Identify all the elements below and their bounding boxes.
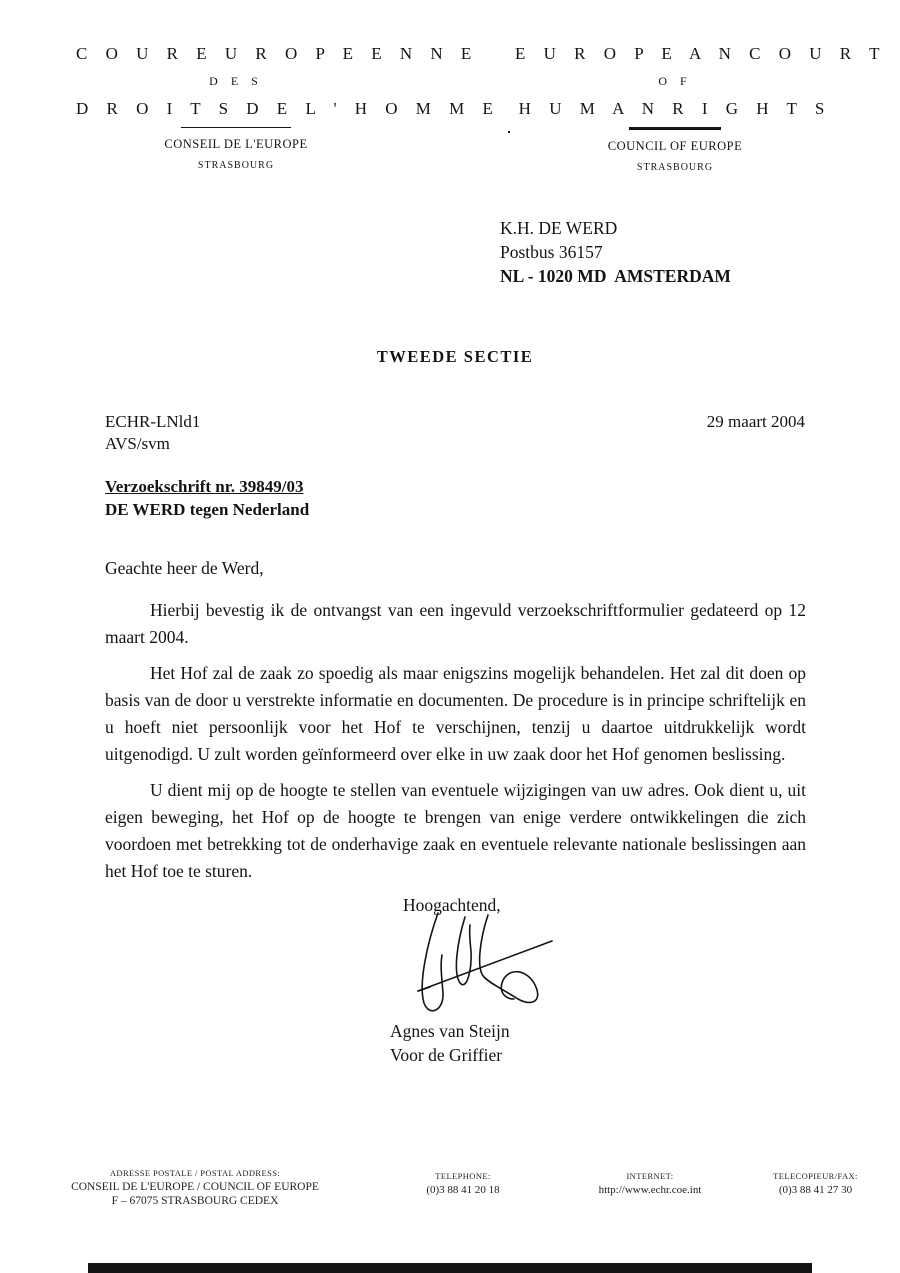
footer-telephone-value: (0)3 88 41 20 18 bbox=[426, 1184, 500, 1196]
letterhead-english-line1: E U R O P E A N C O U R T bbox=[515, 44, 887, 63]
footer-telephone-label: TELEPHONE: bbox=[435, 1171, 491, 1181]
letter-body bbox=[105, 555, 806, 894]
recipient-street: Postbus 36157 bbox=[500, 242, 603, 262]
case-parties: DE WERD tegen Nederland bbox=[105, 500, 310, 519]
letterhead-english bbox=[515, 44, 887, 173]
body-paragraph-1: Hierbij bevestig ik de ontvangst van een ingevuld verzoekschriftformulier gedateerd op 12 maart 2004. bbox=[105, 600, 806, 647]
letterhead-french-council: CONSEIL DE L'EUROPE bbox=[164, 137, 308, 151]
letterhead-french-line1: C O U R E U R O P E E N N E bbox=[76, 44, 479, 63]
letterhead-english-line2: O F bbox=[658, 74, 692, 88]
reference-initials: AVS/svm bbox=[105, 434, 170, 453]
recipient-name: K.H. DE WERD bbox=[500, 218, 618, 238]
footer-postal-line1: CONSEIL DE L'EUROPE / COUNCIL OF EUROPE bbox=[71, 1181, 319, 1193]
footer-postal-address bbox=[28, 1168, 362, 1208]
application-number: Verzoekschrift nr. 39849/03 bbox=[105, 477, 304, 496]
signature bbox=[390, 917, 570, 1019]
signature-icon bbox=[410, 911, 570, 1019]
letterhead-french bbox=[76, 44, 500, 171]
footer-postal-label: ADRESSE POSTALE / POSTAL ADDRESS: bbox=[109, 1168, 281, 1178]
section-title: TWEEDE SECTIE bbox=[376, 347, 534, 366]
signer-title: Voor de Griffier bbox=[390, 1045, 503, 1065]
letterhead-french-line3: D R O I T S D E L ' H O M M E bbox=[76, 99, 500, 118]
case-reference bbox=[105, 475, 309, 521]
signer-name: Agnes van Steijn bbox=[390, 1021, 510, 1041]
scan-edge-artifact bbox=[88, 1263, 812, 1273]
footer-telephone bbox=[388, 1171, 538, 1196]
letterhead-french-line2: D E S bbox=[209, 74, 263, 88]
valediction: Hoogachtend, bbox=[403, 895, 501, 915]
recipient-address bbox=[500, 216, 731, 288]
footer-fax-label: TELECOPIEUR/FAX: bbox=[773, 1171, 858, 1181]
body-paragraph-3: U dient mij op de hoogte te stellen van eventuele wijzigingen van uw adres. Ook dient u, uit eigen beweging, het Hof op de hoogte te brengen van enige verdere ontwikkelingen die zich voordoen met betrekking tot de onderhavige zaak en eventuele relevante nationale beslissingen aan het Hof toe te sturen. bbox=[105, 780, 806, 881]
reference-block bbox=[105, 411, 805, 455]
footer-fax bbox=[738, 1171, 893, 1196]
scan-speck bbox=[508, 131, 510, 133]
letterhead-english-city: STRASBOURG bbox=[636, 162, 714, 173]
salutation: Geachte heer de Werd, bbox=[105, 558, 264, 578]
letterhead-english-line3: H U M A N R I G H T S bbox=[518, 99, 832, 118]
letterhead-french-city: STRASBOURG bbox=[197, 160, 275, 171]
recipient-city: NL - 1020 MD AMSTERDAM bbox=[500, 266, 731, 286]
footer-internet-value: http://www.echr.coe.int bbox=[598, 1184, 702, 1196]
letter-date: 29 maart 2004 bbox=[706, 412, 805, 431]
footer-postal-line2: F – 67075 STRASBOURG CEDEX bbox=[111, 1195, 279, 1207]
reference-code: ECHR-LNld1 bbox=[105, 412, 201, 431]
closing-block bbox=[390, 893, 570, 1067]
footer-internet-label: INTERNET: bbox=[626, 1171, 674, 1181]
body-paragraph-2: Het Hof zal de zaak zo spoedig als maar enigszins mogelijk behandelen. Het zal dit doen op basis van de door u verstrekte informatie en documenten. De procedure is in principe schriftelijk en u hoeft niet persoonlijk voor het Hof te verschijnen, tenzij u daartoe uitdrukkelijk wordt uitgenodigd. U zult worden geïnformeerd over elke in uw zaak door het Hof genomen beslissing. bbox=[105, 663, 806, 764]
footer-fax-value: (0)3 88 41 27 30 bbox=[778, 1184, 853, 1196]
footer-internet bbox=[560, 1171, 740, 1196]
letterhead-french-rule bbox=[181, 127, 291, 128]
letterhead-english-council: COUNCIL OF EUROPE bbox=[607, 139, 743, 153]
letterhead-english-rule bbox=[629, 127, 721, 130]
